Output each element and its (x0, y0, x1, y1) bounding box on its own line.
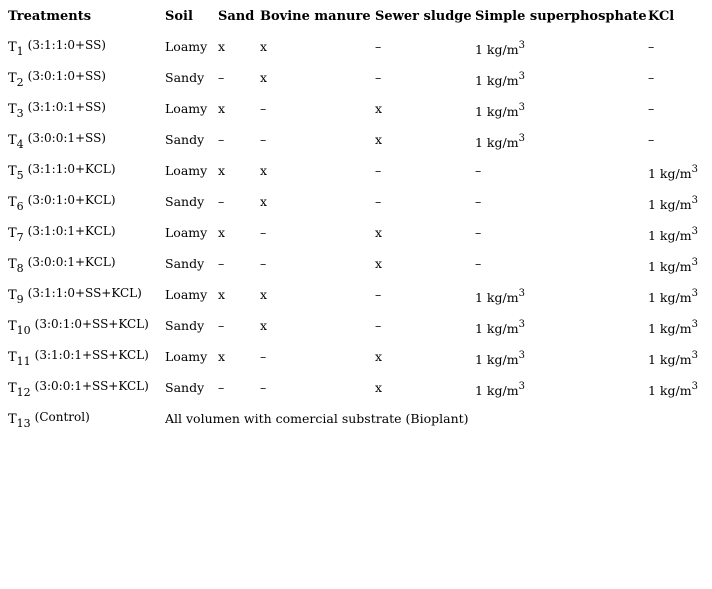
soil-value: Sandy (165, 132, 205, 147)
table-row (0, 93, 712, 124)
treatment-label: T1 (3:1:1:0+SS) (8, 38, 106, 58)
treatment-label: T7 (3:1:0:1+KCL) (8, 224, 116, 244)
sand-value: – (218, 380, 225, 395)
treatment-label: T9 (3:1:1:0+SS+KCL) (8, 286, 142, 306)
simple-superphosphate-value: 1 $kg/m^3$ (475, 350, 525, 367)
sand-value: x (218, 225, 226, 240)
bovine-manure-value: x (260, 194, 268, 209)
table-row (0, 310, 712, 341)
sand-value: – (218, 132, 225, 147)
control-description: All volumen with comercial substrate (Bioplant) (165, 411, 469, 426)
sewer-sludge-value: x (375, 132, 383, 147)
simple-superphosphate-value: – (475, 256, 482, 271)
kcl-value: 1 $kg/m^3$ (648, 350, 698, 367)
sand-value: – (218, 70, 225, 85)
simple-superphosphate-value: 1 $kg/m^3$ (475, 319, 525, 336)
kcl-value: 1 $kg/m^3$ (648, 288, 698, 305)
table-row (0, 31, 712, 62)
table-row (0, 279, 712, 310)
kcl-value: – (648, 70, 655, 85)
sewer-sludge-value: x (375, 349, 383, 364)
sand-value: – (218, 318, 225, 333)
treatment-label: T5 (3:1:1:0+KCL) (8, 162, 116, 182)
kcl-value: 1 $kg/m^3$ (648, 195, 698, 212)
soil-value: Loamy (165, 39, 208, 54)
simple-superphosphate-value: 1 $kg/m^3$ (475, 102, 525, 119)
treatment-label: T4 (3:0:0:1+SS) (8, 131, 106, 151)
header-simple-superphosphate: Simple superphosphate (475, 9, 647, 24)
kcl-value: 1 $kg/m^3$ (648, 381, 698, 398)
sewer-sludge-value: – (375, 318, 382, 333)
sand-value: – (218, 256, 225, 271)
table-row (0, 372, 712, 403)
soil-value: Loamy (165, 349, 208, 364)
sand-value: – (218, 194, 225, 209)
soil-value: Sandy (165, 194, 205, 209)
bovine-manure-value: x (260, 318, 268, 333)
simple-superphosphate-value: – (475, 225, 482, 240)
treatment-label: T10 (3:0:1:0+SS+KCL) (8, 317, 149, 337)
simple-superphosphate-value: 1 $kg/m^3$ (475, 288, 525, 305)
simple-superphosphate-value: 1 $kg/m^3$ (475, 71, 525, 88)
bovine-manure-value: x (260, 163, 268, 178)
simple-superphosphate-value: – (475, 163, 482, 178)
table-row (0, 155, 712, 186)
soil-value: Sandy (165, 380, 205, 395)
sewer-sludge-value: – (375, 163, 382, 178)
bovine-manure-value: – (260, 132, 267, 147)
treatment-label: T13 (Control) (8, 410, 90, 430)
sewer-sludge-value: x (375, 101, 383, 116)
kcl-value: – (648, 101, 655, 116)
bovine-manure-value: x (260, 39, 268, 54)
table-row (0, 124, 712, 155)
bovine-manure-value: – (260, 256, 267, 271)
sewer-sludge-value: – (375, 70, 382, 85)
kcl-value: 1 $kg/m^3$ (648, 319, 698, 336)
kcl-value: – (648, 132, 655, 147)
treatment-label: T11 (3:1:0:1+SS+KCL) (8, 348, 149, 368)
sewer-sludge-value: – (375, 287, 382, 302)
soil-value: Loamy (165, 287, 208, 302)
treatment-label: T2 (3:0:1:0+SS) (8, 69, 106, 89)
bovine-manure-value: – (260, 101, 267, 116)
sand-value: x (218, 101, 226, 116)
table-row (0, 217, 712, 248)
sewer-sludge-value: x (375, 225, 383, 240)
table-row (0, 248, 712, 279)
simple-superphosphate-value: 1 $kg/m^3$ (475, 40, 525, 57)
soil-value: Loamy (165, 225, 208, 240)
kcl-value: 1 $kg/m^3$ (648, 257, 698, 274)
bovine-manure-value: – (260, 349, 267, 364)
soil-value: Loamy (165, 101, 208, 116)
treatment-label: T6 (3:0:1:0+KCL) (8, 193, 116, 213)
sand-value: x (218, 163, 226, 178)
header-sand: Sand (218, 9, 255, 24)
bovine-manure-value: x (260, 287, 268, 302)
treatment-label: T12 (3:0:0:1+SS+KCL) (8, 379, 149, 399)
header-sewer-sludge: Sewer sludge (375, 9, 472, 24)
sand-value: x (218, 39, 226, 54)
header-treatments: Treatments (8, 9, 92, 24)
bovine-manure-value: – (260, 380, 267, 395)
kcl-value: – (648, 39, 655, 54)
sewer-sludge-value: x (375, 380, 383, 395)
treatment-label: T8 (3:0:0:1+KCL) (8, 255, 116, 275)
sewer-sludge-value: – (375, 194, 382, 209)
simple-superphosphate-value: 1 $kg/m^3$ (475, 381, 525, 398)
table-row (0, 186, 712, 217)
sand-value: x (218, 287, 226, 302)
kcl-value: 1 $kg/m^3$ (648, 226, 698, 243)
soil-value: Loamy (165, 163, 208, 178)
treatment-label: T3 (3:1:0:1+SS) (8, 100, 106, 120)
bovine-manure-value: – (260, 225, 267, 240)
soil-value: Sandy (165, 318, 205, 333)
soil-value: Sandy (165, 256, 205, 271)
sewer-sludge-value: – (375, 39, 382, 54)
soil-value: Sandy (165, 70, 205, 85)
table-row (0, 62, 712, 93)
table-row-control (0, 403, 712, 434)
bovine-manure-value: x (260, 70, 268, 85)
table-row (0, 341, 712, 372)
simple-superphosphate-value: 1 $kg/m^3$ (475, 133, 525, 150)
header-bovine-manure: Bovine manure (260, 9, 371, 24)
header-soil: Soil (165, 9, 193, 24)
header-kcl: KCl (648, 9, 675, 24)
sand-value: x (218, 349, 226, 364)
table-header-row (0, 0, 712, 31)
sewer-sludge-value: x (375, 256, 383, 271)
simple-superphosphate-value: – (475, 194, 482, 209)
kcl-value: 1 $kg/m^3$ (648, 164, 698, 181)
